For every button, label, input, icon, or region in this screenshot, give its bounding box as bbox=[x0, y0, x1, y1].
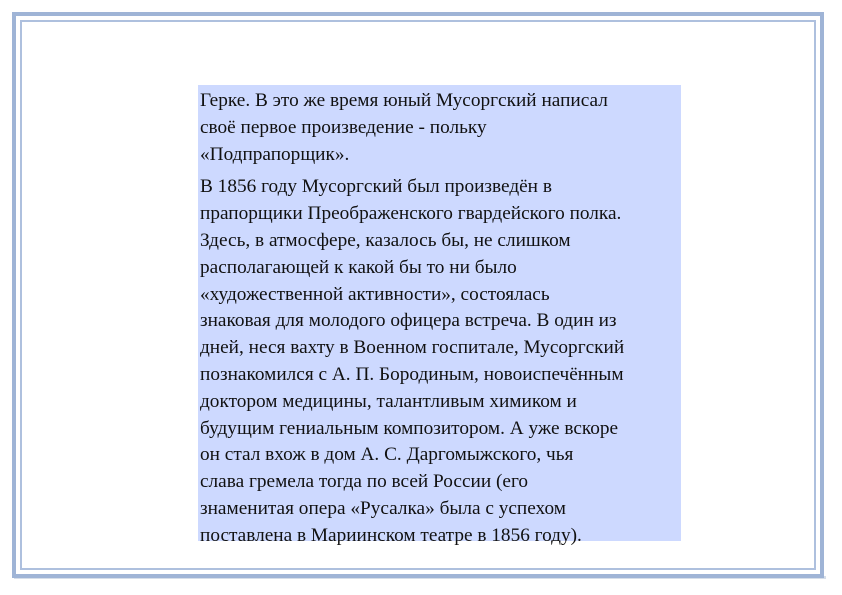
text-line: он стал вхож в дом А. С. Даргомыжского, чья bbox=[200, 444, 574, 466]
text-line: познакомился с А. П. Бородиным, новоиспечённым bbox=[200, 363, 624, 385]
text-line: поставлена в Мариинском театре в 1856 году). bbox=[200, 524, 582, 546]
paragraph-2 bbox=[200, 174, 679, 549]
text-line: «художественной активности», состоялась bbox=[200, 283, 550, 305]
text-line: своё первое произведение - польку bbox=[200, 116, 487, 138]
text-line: Герке. В это же время юный Мусоргский написал bbox=[200, 90, 608, 111]
text-line: прапорщики Преображенского гвардейского полка. bbox=[200, 203, 622, 225]
text-line: «Подпрапорщик». bbox=[200, 143, 350, 165]
text-line: располагающей к какой бы то ни было bbox=[200, 256, 517, 278]
text-line: знаменитая опера «Русалка» была с успехом bbox=[200, 497, 566, 519]
text-line: Здесь, в атмосфере, казалось бы, не слишком bbox=[200, 229, 571, 251]
text-line: В 1856 году Мусоргский был произведён в bbox=[200, 176, 552, 198]
text-line: дней, неся вахту в Военном госпитале, Мусоргский bbox=[200, 337, 625, 359]
text-box[interactable] bbox=[198, 85, 681, 546]
text-line: знаковая для молодого офицера встреча. В один из bbox=[200, 310, 617, 332]
text-line: слава гремела тогда по всей России (его bbox=[200, 471, 529, 493]
paragraph-1 bbox=[200, 88, 679, 168]
text-line: доктором медицины, талантливым химиком и bbox=[200, 390, 577, 412]
text-line: будущим гениальным композитором. А уже вскоре bbox=[200, 417, 619, 439]
